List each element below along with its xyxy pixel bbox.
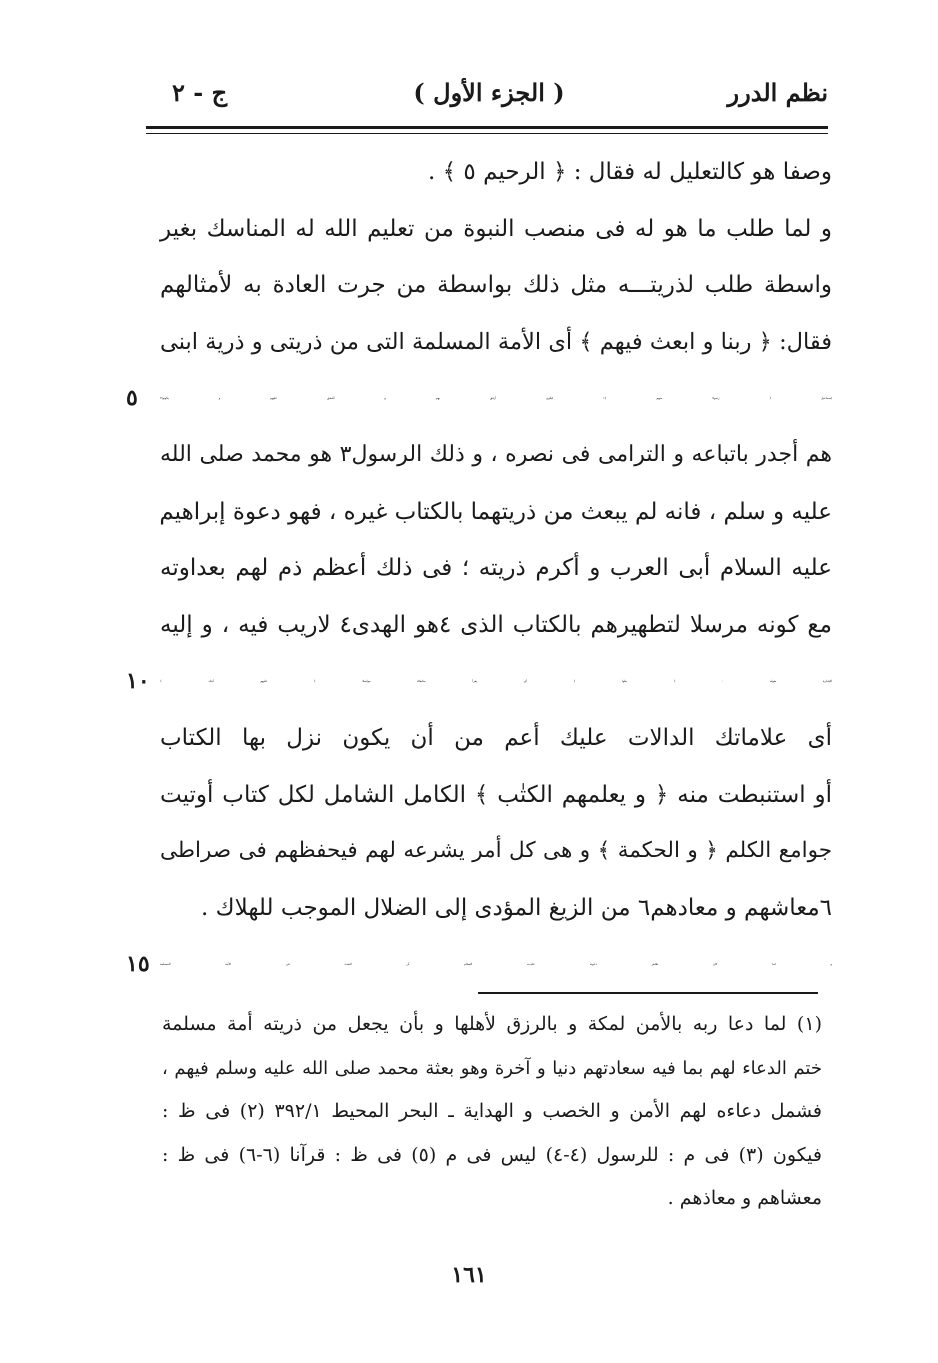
text-line bbox=[160, 144, 832, 201]
text-line bbox=[160, 314, 832, 371]
text-line bbox=[160, 767, 832, 824]
header-rule-thin bbox=[146, 133, 828, 134]
footnote-line: معشاهم و معاذهم . bbox=[667, 1187, 822, 1210]
text-line bbox=[160, 710, 832, 767]
text-line bbox=[160, 484, 832, 541]
text-line bbox=[160, 540, 832, 597]
footnotes bbox=[162, 1003, 822, 1221]
line-text: أو استنبطت منه ﴿ و يعلمهم الكتٰب ﴾ الكامل الشامل لكل كتاب أوتيت bbox=[160, 781, 832, 808]
line-text: أى علاماتك الدالات عليك أعم من أن يكون نزل بها الكتاب bbox=[160, 724, 832, 751]
line-number: ١٥ bbox=[126, 951, 150, 978]
line-text: ٦معاشهم و معادهم٦ من الزيغ المؤدى إلى الضلال الموجب للهلاك . bbox=[201, 894, 832, 921]
line-text: الإشارة بقوله : ﴿ يتلوا ﴾ أى يقرأ متابعا٥ مواصلا ﴿ عليهم اٰيٰتك ﴾ bbox=[160, 679, 832, 684]
running-header bbox=[150, 78, 828, 122]
text-line bbox=[160, 257, 832, 314]
page-number: ١٦١ bbox=[451, 1262, 487, 1288]
book-title: نظم الدرر bbox=[727, 78, 828, 107]
header-rule-thick bbox=[146, 126, 828, 129]
text-line bbox=[160, 201, 832, 258]
line-text: عليه السلام أبى العرب و أكرم ذريته ؛ فى ذلك أعظم ذم لهم بعداوته bbox=[160, 555, 832, 582]
line-number: ١٠ bbox=[126, 668, 150, 695]
line-text: و لما كان ظاهر دعوته عليـــه السلام أن البعث فى الأمة المسلمة bbox=[160, 962, 832, 967]
footnote-line: فشمل دعاءه لهم الأمن و الخصب و الهداية ـ البحر المحيط ٣٩٢/١ (٢) فى ظ : bbox=[162, 1100, 822, 1123]
line-text: هم أجدر باتباعه و الترامى فى نصره ، و ذلك الرسول٣ هو محمد صلى الله bbox=[160, 441, 832, 467]
text-line bbox=[126, 653, 832, 710]
line-text: و لما طلب ما هو له فى منصب النبوة من تعليم الله له المناسك بغير bbox=[160, 215, 832, 242]
line-text: واسطة طلب لذريتـــه مثل ذلك بواسطة من جرت العادة به لأمثالهم bbox=[160, 272, 832, 299]
text-line bbox=[160, 823, 832, 880]
main-text bbox=[126, 144, 832, 993]
line-text: عليه و سلم ، فانه لم يبعث من ذريتهما بالكتاب غيره ، فهو دعوة إبراهيم bbox=[159, 498, 832, 525]
text-line bbox=[160, 597, 832, 654]
line-text: فقال: ﴿ ربنا و ابعث فيهم ﴾ أى الأمة المسلمة التى من ذريتى و ذرية ابنى bbox=[160, 328, 832, 355]
footnote-line: ختم الدعاء لهم بما فيه سعادتهم دنيا و آخرة وهو بعثة محمد صلى الله عليه وسلم فيهم ، bbox=[162, 1057, 822, 1079]
line-text: مع كونه مرسلا لتطهيرهم بالكتاب الذى ٤هو الهدى٤ لاريب فيه ، و إليه bbox=[160, 611, 832, 638]
line-text: وصفا هو كالتعليل له فقال : ﴿ الرحيم ٥ ﴾ . bbox=[427, 159, 832, 185]
text-line bbox=[160, 427, 832, 484]
footnote-separator bbox=[478, 992, 818, 994]
text-line bbox=[126, 370, 832, 427]
text-line bbox=[126, 936, 832, 993]
line-text: إسماعيل ﴿ رسولا منهم ﴾١ ليكون أرفق بهم و أشفق عليهم و يكونوا٢ bbox=[160, 396, 832, 401]
line-number: ٥ bbox=[126, 385, 138, 412]
line-text: جوامع الكلم ﴿ و الحكمة ﴾ و هى كل أمر يشرعه لهم فيحفظهم فى صراطى bbox=[160, 838, 832, 864]
text-line bbox=[160, 880, 832, 937]
footnote-line: فيكون (٣) فى م : للرسول (٤-٤) ليس فى م (٥) فى ظ : قرآنا (٦-٦) فى ظ : bbox=[162, 1143, 822, 1166]
footnote-line: (١) لما دعا ربه بالأمن لمكة و بالرزق لأهلها و بأن يجعل من ذريته أمة مسلمة bbox=[162, 1013, 822, 1035]
volume-label: ( الجزء الأول ) bbox=[413, 78, 565, 107]
part-label: ج - ٢ bbox=[172, 78, 228, 107]
